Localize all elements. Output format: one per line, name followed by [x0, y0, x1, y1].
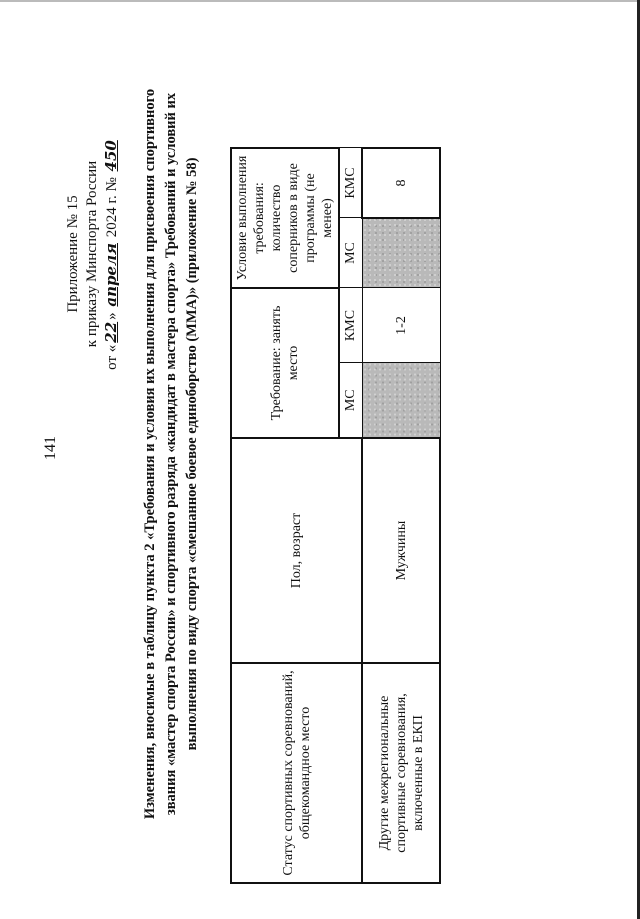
- header-place-kms: КМС: [339, 288, 362, 363]
- appendix-order-ref: к приказу Минспорта России: [84, 160, 100, 348]
- header-place-requirement: Требование: занять место: [231, 288, 339, 438]
- cell-status: Другие межрегиональные спортивные соревнования, включенные в ЕКП: [362, 663, 440, 883]
- document-title: [140, 59, 203, 849]
- cell-place-ms-shaded: [362, 363, 440, 438]
- requirements-table: [230, 147, 441, 884]
- title-line-3: выполнения по виду спорта «смешанное боевое единоборство (ММА)» (приложение № 58): [184, 157, 200, 751]
- appendix-header: [64, 109, 122, 399]
- title-line-2: звания «мастер спорта России» и спортивного разряда «кандидат в мастера спорта» Требований и условий их: [163, 92, 179, 816]
- header-cond-kms: КМС: [339, 148, 362, 218]
- cell-cond-ms-shaded: [362, 218, 440, 288]
- cell-cond-kms: 8: [362, 148, 440, 218]
- appendix-number: Приложение № 15: [65, 195, 81, 313]
- date-year: 2024 г. №: [104, 177, 120, 238]
- title-line-1: Изменения, вносимые в таблицу пункта 2 «Требования и условия их выполнения для присвоения спортивного: [142, 88, 158, 820]
- header-place-ms: МС: [339, 363, 362, 438]
- date-month-handwritten: апреля: [102, 243, 120, 307]
- page-number: 141: [42, 436, 59, 460]
- header-gender-age: Пол, возраст: [231, 438, 362, 663]
- date-mid: »: [104, 312, 120, 320]
- date-prefix: от «: [104, 344, 120, 370]
- table-row: [362, 148, 440, 883]
- cell-place-kms: 1-2: [362, 288, 440, 363]
- appendix-date-line: [102, 109, 122, 399]
- header-cond-ms: МС: [339, 218, 362, 288]
- doc-number-handwritten: 450: [102, 140, 120, 172]
- header-condition: Условие выполнения требования: количество соперников в виде программы (не менее): [231, 148, 339, 288]
- header-status: Статус спортивных соревнований, общекомандное место: [231, 663, 362, 883]
- cell-gender-age: Мужчины: [362, 438, 440, 663]
- date-day-handwritten: 22: [102, 321, 120, 343]
